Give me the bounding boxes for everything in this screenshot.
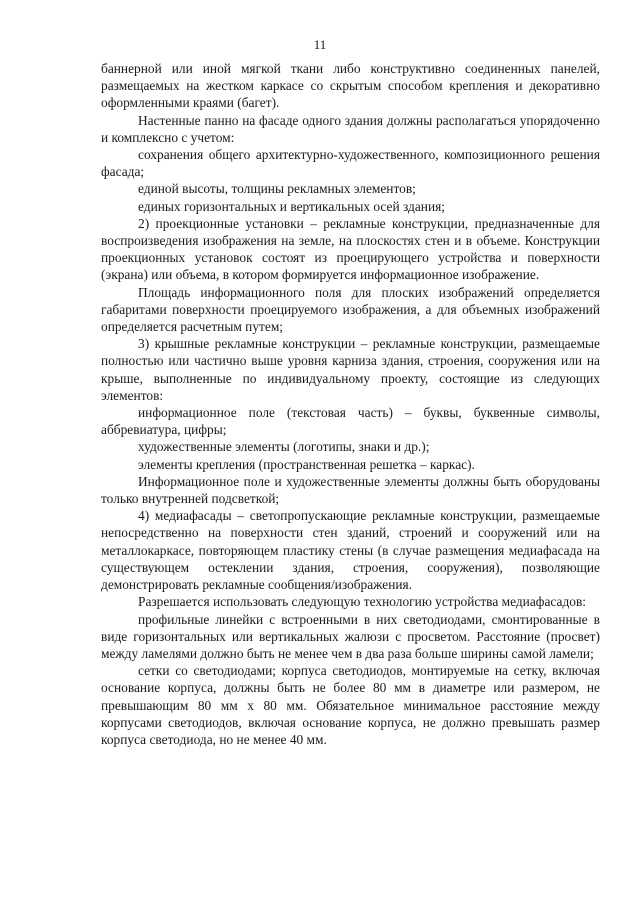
- paragraph: единой высоты, толщины рекламных элементов;: [138, 181, 416, 197]
- paragraph: профильные линейки с встроенными в них светодиодами, смонтированные в виде горизонтальных или вертикальных жалюзи с просветом. Расстояние (просвет) между ламелями должно быть не менее чем в два раза больше ширины самой ламели;: [101, 611, 600, 661]
- paragraph: единых горизонтальных и вертикальных осей здания;: [138, 198, 446, 214]
- paragraph: 3) крышные рекламные конструкции – рекламные конструкции, размещаемые полностью или частично выше уровня карниза здания, строения, сооружения или на крыше, выполненные по индивидуальному проекту, состоящие из следующих элементов:: [101, 336, 600, 403]
- paragraph: Площадь информационного поля для плоских изображений определяется габаритами поверхности проецируемого изображения, а для объемных изображений определяется расчетным путем;: [101, 284, 600, 335]
- document-body: [101, 60, 600, 748]
- paragraph: информационное поле (текстовая часть) – буквы, буквенные символы, аббревиатура, цифры;: [101, 405, 600, 438]
- paragraph: баннерной или иной мягкой ткани либо конструктивно соединенных панелей, размещаемых на жестком каркасе со скрытым способом крепления и декоративно оформленными краями (багет).: [101, 61, 600, 111]
- paragraph: художественные элементы (логотипы, знаки и др.);: [138, 439, 430, 455]
- paragraph: сетки со светодиодами; корпуса светодиодов, монтируемые на сетку, включая основание корпуса, должны быть не более 80 мм в диаметре или размером, не превышающим 80 мм х 80 мм. Обязательное минимальное расстояние между корпусами светодиодов, включая основание корпуса, не должно превышать размер корпуса светодиода, но не менее 40 мм.: [101, 663, 600, 747]
- paragraph: 2) проекционные установки – рекламные конструкции, предназначенные для воспроизведения изображения на земле, на плоскостях стен и в объеме. Конструкции проекционных установок состоят из проецирующего устройства и поверхности (экрана) или объема, в котором формируется информационное изображение.: [101, 215, 600, 283]
- paragraph: элементы крепления (пространственная решетка – каркас).: [138, 456, 475, 472]
- paragraph: Разрешается использовать следующую технологию устройства медиафасадов:: [138, 594, 586, 610]
- paragraph: Информационное поле и художественные элементы должны быть оборудованы только внутренней подсветкой;: [101, 473, 600, 507]
- page-number: 11: [313, 37, 327, 52]
- paragraph: 4) медиафасады – светопропускающие рекламные конструкции, размещаемые непосредственно на поверхности стен зданий, строений и сооружений или на металлокаркасе, повторяющем пластику стены (в случае размещения медиафасада на существующем остеклении здания, строения, сооружения), позволяющие демонстрировать рекламные сообщения/изображения.: [101, 508, 600, 593]
- paragraph: Настенные панно на фасаде одного здания должны располагаться упорядоченно и комплексно с учетом:: [101, 112, 600, 145]
- paragraph: сохранения общего архитектурно-художественного, композиционного решения фасада;: [101, 147, 600, 180]
